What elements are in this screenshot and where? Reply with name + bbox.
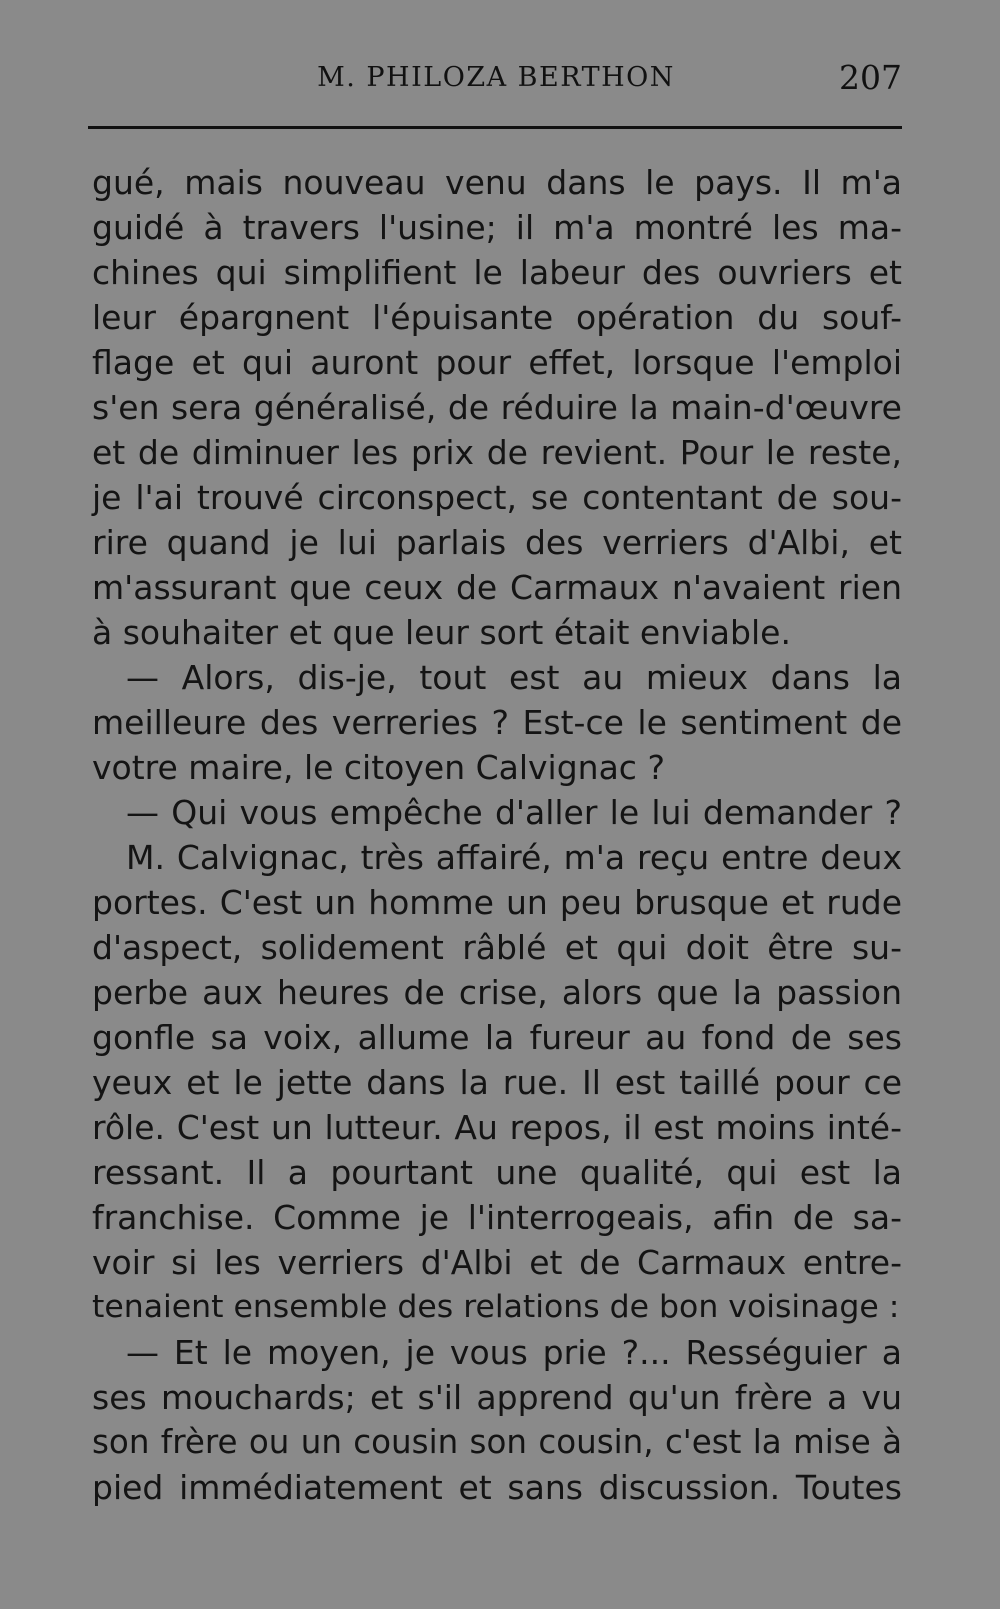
body-text	[92, 160, 902, 1510]
text-line: leur épargnent l'épuisante opération du souf-	[92, 298, 902, 337]
text-line: tenaient ensemble des relations de bon voisinage :	[92, 1289, 900, 1325]
text-line: je l'ai trouvé circonspect, se contentant de sou-	[92, 478, 902, 517]
text-line: flage et qui auront pour effet, lorsque l'emploi	[92, 343, 902, 382]
running-head	[90, 58, 902, 108]
text-line: et de diminuer les prix de revient. Pour le reste,	[92, 433, 902, 472]
text-line: gué, mais nouveau venu dans le pays. Il m'a	[92, 163, 902, 202]
text-line: s'en sera généralisé, de réduire la main-d'œuvre	[92, 388, 902, 427]
page-number: 207	[839, 58, 902, 97]
text-line: franchise. Comme je l'interrogeais, afin de sa-	[92, 1198, 902, 1237]
text-line: ses mouchards; et s'il apprend qu'un frère a vu	[92, 1378, 902, 1417]
text-line: ressant. Il a pourtant une qualité, qui est la	[92, 1153, 902, 1192]
text-line: m'assurant que ceux de Carmaux n'avaient rien	[92, 568, 902, 607]
text-line: à souhaiter et que leur sort était enviable.	[92, 613, 791, 652]
text-line: perbe aux heures de crise, alors que la passion	[92, 973, 902, 1012]
text-line: meilleure des verreries ? Est-ce le sentiment de	[92, 703, 902, 742]
text-line: M. Calvignac, très affairé, m'a reçu entre deux	[126, 838, 902, 877]
text-line: votre maire, le citoyen Calvignac ?	[92, 748, 665, 787]
text-line: pied immédiatement et sans discussion. Toutes	[92, 1468, 902, 1507]
text-line: rôle. C'est un lutteur. Au repos, il est moins inté-	[92, 1108, 902, 1147]
text-line: son frère ou un cousin son cousin, c'est la mise à	[92, 1423, 902, 1461]
running-title: M. PHILOZA BERTHON	[317, 62, 675, 93]
text-line: yeux et le jette dans la rue. Il est taillé pour ce	[92, 1063, 902, 1102]
header-rule	[88, 126, 902, 129]
text-line: chines qui simplifient le labeur des ouvriers et	[92, 253, 902, 292]
text-line: — Alors, dis-je, tout est au mieux dans la	[126, 658, 902, 697]
text-line: gonfle sa voix, allume la fureur au fond de ses	[92, 1018, 902, 1057]
text-line: d'aspect, solidement râblé et qui doit être su-	[92, 928, 902, 967]
text-line: rire quand je lui parlais des verriers d'Albi, et	[92, 523, 902, 562]
text-line: — Qui vous empêche d'aller le lui demander ?	[126, 793, 902, 832]
text-line: voir si les verriers d'Albi et de Carmaux entre-	[92, 1243, 902, 1282]
text-line: portes. C'est un homme un peu brusque et rude	[92, 883, 902, 922]
text-line: guidé à travers l'usine; il m'a montré les ma-	[92, 208, 902, 247]
text-line: — Et le moyen, je vous prie ?... Rességuier a	[126, 1333, 902, 1372]
